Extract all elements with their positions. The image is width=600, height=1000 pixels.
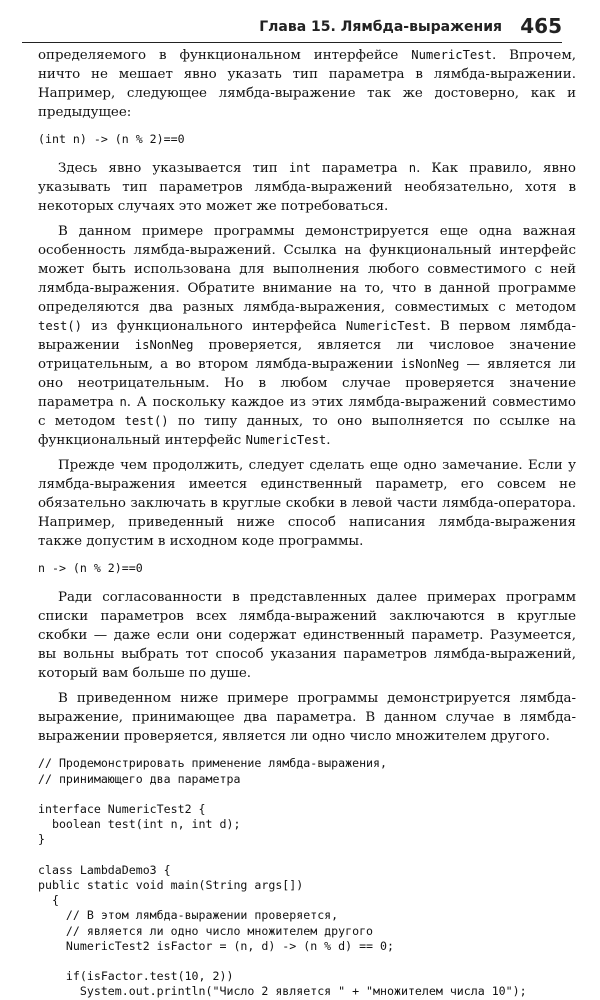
code-line: NumericTest2 isFactor = (n, d) -> (n % d) == 0;: [38, 938, 394, 953]
text-run: Здесь явно указывается тип: [58, 161, 289, 177]
inline-code: NumericTest: [345, 319, 427, 334]
code-line: }: [38, 832, 45, 847]
code-line: {: [38, 893, 59, 908]
code-line: // является ли одно число множителем другого: [38, 923, 374, 938]
text-run: .: [326, 433, 331, 449]
code-line: if(isFactor.test(10, 2)): [38, 969, 234, 984]
code-line: // В этом лямбда-выражении проверяется,: [38, 908, 339, 923]
page-number: 465: [520, 14, 562, 38]
inline-code: int: [288, 161, 311, 176]
inline-code: test(): [124, 414, 169, 429]
inline-code: isNonNeg: [134, 338, 194, 353]
code-line: interface NumericTest2 {: [38, 802, 206, 817]
code-line: class LambdaDemo3 {: [38, 862, 171, 877]
code-line: System.out.println("Число 2 является " + "множителем числа 10");: [38, 984, 527, 999]
text-run: из функционального интерфейса: [82, 319, 346, 335]
chapter-title: Глава 15. Лямбда-выражения: [259, 19, 502, 35]
inline-code: n: [408, 161, 417, 176]
paragraph-6: В приведенном ниже примере программы демонстрируется лямбда-выражение, принимающее два параметра. В данном случае в лямбда-выражении проверяется, является ли одно число множителем другого.: [38, 691, 576, 745]
code-listing: [38, 756, 576, 999]
page-header: [22, 10, 562, 43]
inline-code: n: [119, 395, 127, 410]
page-content: [38, 46, 576, 1000]
text-run: определяемого в функциональном интерфейсе: [38, 48, 412, 63]
inline-code: isNonNeg: [400, 357, 460, 372]
text-run: параметра: [310, 161, 409, 177]
paragraph-4: Прежде чем продолжить, следует сделать еще одно замечание. Если у лямбда-выражения имеется единственный параметр, его совсем не обязательно заключать в круглые скобки в левой части лямбда-оператора. Например, приведенный ниже способ написания лямбда-выражения также допустим в исходном коде программы.: [38, 458, 576, 550]
inline-code: test(): [38, 319, 83, 334]
inline-code: NumericTest: [411, 48, 492, 62]
code-line: public static void main(String args[]): [38, 878, 304, 893]
text-run: . Впрочем, ничто не мешает явно указать тип параметра в лямбда-выражении. Например, следующее лямбда-выражение так же достоверно, как и предыдущее:: [38, 48, 576, 120]
paragraph-5: Ради согласованности в представленных далее примерах программ списки параметров всех лямбда-выражений заключаются в круглые скобки — даже если они содержат единственный параметр. Разумеется, вы вольны выбрать тот способ указания параметров лямбда-выражений, который вам больше по душе.: [38, 590, 576, 682]
text-run: — является ли оно неотрицательным. Но в любом случае проверяется значение параметра: [38, 357, 576, 411]
code-line: boolean test(int n, int d);: [38, 817, 241, 832]
paragraph-3: [38, 222, 576, 450]
code-snippet-1: (int n) -> (n % 2)==0: [38, 132, 185, 146]
code-snippet-2: n -> (n % 2)==0: [38, 561, 143, 576]
paragraph-1: [38, 46, 576, 122]
text-run: . Как правило, явно указывать тип параметров лямбда-выражений необязательно, хотя в некоторых случаях это может же потребоваться.: [38, 161, 576, 215]
code-line: // принимающего два параметра: [38, 771, 241, 786]
text-run: . В первом лямбда-выражении: [38, 319, 576, 354]
text-run: В данном примере программы демонстрируется еще одна важная особенность лямбда-выражений. Ссылка на функциональный интерфейс может быть использована для выполнения любого совместимого с ней лямбда-выражения. Обратите внимание на то, что в данной программе определяются два разных лямбда-выражения, совместимых с методом: [38, 224, 576, 316]
text-run: . А поскольку каждое из этих лямбда-выражений совместимо с методом: [38, 395, 576, 430]
text-run: по типу данных, то оно выполняется по ссылке на функциональный интерфейс: [38, 414, 576, 449]
code-line: // Продемонстрировать применение лямбда-выражения,: [38, 756, 388, 771]
inline-code: NumericTest: [245, 433, 327, 448]
paragraph-2: [38, 159, 576, 216]
text-run: проверяется, является ли числовое значение отрицательным, а во втором лямбда-выражении: [38, 338, 576, 373]
